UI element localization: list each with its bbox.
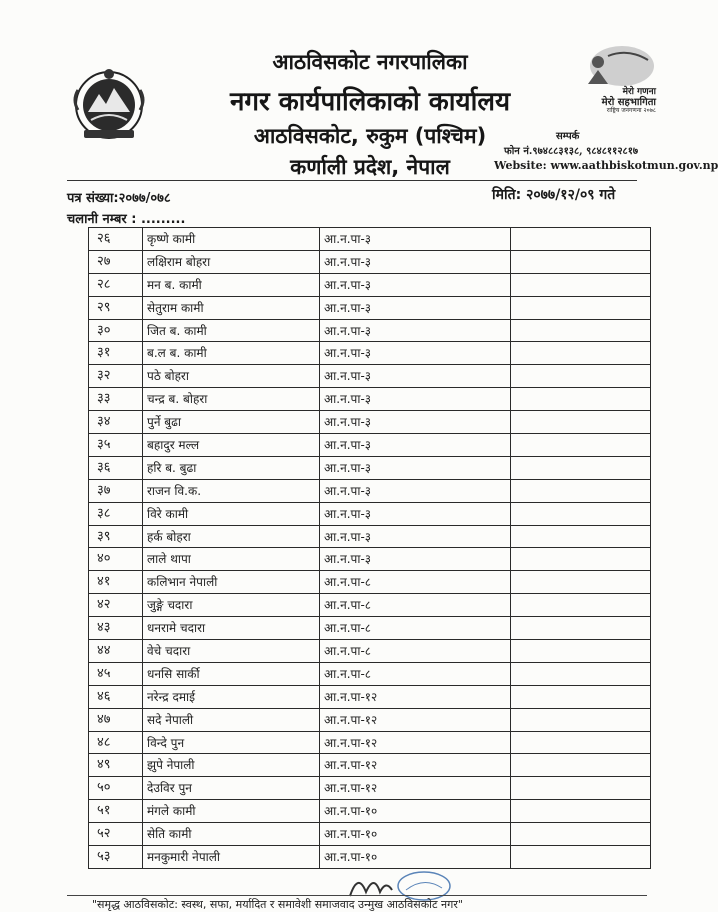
footer-slogan: "समृद्ध आठविसकोट: स्वस्थ, सफा, मर्यादित र समावेशी समाजवाद उन्मुख आठविसकोट नगर" bbox=[92, 898, 463, 911]
serial-number-cell: ३३ bbox=[89, 388, 143, 411]
serial-number-cell: ४० bbox=[89, 548, 143, 571]
ward-cell: आ.न.पा-३ bbox=[320, 479, 511, 502]
ward-cell: आ.न.पा-३ bbox=[320, 250, 511, 273]
blank-cell bbox=[511, 662, 651, 685]
ward-cell: आ.न.पा-८ bbox=[320, 617, 511, 640]
blank-cell bbox=[511, 754, 651, 777]
contact-phone: फोन नं.९७४८८३१३८, ९८४८११२८१७ bbox=[504, 146, 639, 157]
name-cell: जुङ्गे चदारा bbox=[143, 594, 320, 617]
contact-website[interactable]: Website: www.aathbiskotmun.gov.np bbox=[494, 159, 718, 172]
name-cell: देउविर पुन bbox=[143, 777, 320, 800]
blank-cell bbox=[511, 502, 651, 525]
blank-cell bbox=[511, 411, 651, 434]
blank-cell bbox=[511, 434, 651, 457]
ward-cell: आ.न.पा-८ bbox=[320, 571, 511, 594]
office-address: आठविसकोट, रुकुम (पश्चिम) bbox=[253, 124, 487, 148]
blank-cell bbox=[511, 228, 651, 251]
census-logo-line3: राष्ट्रिय जनगणना २०७८ bbox=[606, 107, 656, 114]
census-logo bbox=[578, 44, 656, 122]
blank-cell bbox=[511, 548, 651, 571]
name-cell: वेचे चदारा bbox=[143, 640, 320, 663]
name-cell: लक्षिराम बोहरा bbox=[143, 250, 320, 273]
serial-number-cell: ३४ bbox=[89, 411, 143, 434]
ward-cell: आ.न.पा-३ bbox=[320, 273, 511, 296]
name-cell: जित ब. कामी bbox=[143, 319, 320, 342]
ward-cell: आ.न.पा-८ bbox=[320, 640, 511, 663]
table-row bbox=[89, 548, 651, 571]
table-row bbox=[89, 456, 651, 479]
serial-number-cell: ४५ bbox=[89, 662, 143, 685]
ward-cell: आ.न.पा-३ bbox=[320, 456, 511, 479]
blank-cell bbox=[511, 365, 651, 388]
blank-cell bbox=[511, 823, 651, 846]
table-row bbox=[89, 365, 651, 388]
name-cell: राजन वि.क. bbox=[143, 479, 320, 502]
table-row bbox=[89, 777, 651, 800]
table-row bbox=[89, 411, 651, 434]
nepal-emblem-icon bbox=[66, 60, 152, 146]
table-row bbox=[89, 754, 651, 777]
serial-number-cell: ४३ bbox=[89, 617, 143, 640]
name-cell: नरेन्द्र दमाई bbox=[143, 685, 320, 708]
serial-number-cell: ५३ bbox=[89, 846, 143, 869]
serial-number-cell: ४७ bbox=[89, 708, 143, 731]
table-row bbox=[89, 228, 651, 251]
ward-cell: आ.न.पा-१२ bbox=[320, 708, 511, 731]
ward-cell: आ.न.पा-८ bbox=[320, 594, 511, 617]
ward-cell: आ.न.पा-३ bbox=[320, 388, 511, 411]
contact-label: सम्पर्क bbox=[556, 131, 580, 142]
name-cell: सेतुराम कामी bbox=[143, 296, 320, 319]
table-row bbox=[89, 662, 651, 685]
table-row bbox=[89, 479, 651, 502]
name-cell: पठे बोहरा bbox=[143, 365, 320, 388]
serial-number-cell: २८ bbox=[89, 273, 143, 296]
blank-cell bbox=[511, 617, 651, 640]
table-row bbox=[89, 388, 651, 411]
ward-cell: आ.न.पा-३ bbox=[320, 228, 511, 251]
serial-number-cell: २६ bbox=[89, 228, 143, 251]
name-cell: झुपे नेपाली bbox=[143, 754, 320, 777]
serial-number-cell: ३७ bbox=[89, 479, 143, 502]
serial-number-cell: ३५ bbox=[89, 434, 143, 457]
dispatch-no: चलानी नम्बर : ......... bbox=[67, 212, 186, 227]
table-row bbox=[89, 617, 651, 640]
office-title: नगर कार्यपालिकाको कार्यालय bbox=[229, 87, 511, 117]
ward-cell: आ.न.पा-८ bbox=[320, 662, 511, 685]
blank-cell bbox=[511, 456, 651, 479]
blank-cell bbox=[511, 250, 651, 273]
ward-cell: आ.न.पा-३ bbox=[320, 319, 511, 342]
name-cell: विन्दे पुन bbox=[143, 731, 320, 754]
census-emblem-icon bbox=[578, 44, 656, 88]
letter-date: मिति: २०७७/१२/०९ गते bbox=[492, 187, 616, 203]
table-row bbox=[89, 434, 651, 457]
name-cell: हरि ब. बुढा bbox=[143, 456, 320, 479]
beneficiary-table bbox=[88, 227, 651, 869]
name-cell: कृष्णे कामी bbox=[143, 228, 320, 251]
province-line: कर्णाली प्रदेश, नेपाल bbox=[290, 155, 450, 179]
letter-ref-no: पत्र संख्या:२०७७/०७८ bbox=[67, 191, 171, 206]
table-row bbox=[89, 731, 651, 754]
blank-cell bbox=[511, 800, 651, 823]
serial-number-cell: ४६ bbox=[89, 685, 143, 708]
ward-cell: आ.न.पा-१० bbox=[320, 800, 511, 823]
serial-number-cell: ३६ bbox=[89, 456, 143, 479]
name-cell: मन ब. कामी bbox=[143, 273, 320, 296]
name-cell: ब.ल ब. कामी bbox=[143, 342, 320, 365]
ward-cell: आ.न.पा-३ bbox=[320, 365, 511, 388]
name-cell: मंगले कामी bbox=[143, 800, 320, 823]
name-cell: कलिभान नेपाली bbox=[143, 571, 320, 594]
serial-number-cell: ४१ bbox=[89, 571, 143, 594]
blank-cell bbox=[511, 319, 651, 342]
blank-cell bbox=[511, 479, 651, 502]
ward-cell: आ.न.पा-३ bbox=[320, 342, 511, 365]
serial-number-cell: ५१ bbox=[89, 800, 143, 823]
table-row bbox=[89, 823, 651, 846]
serial-number-cell: ३१ bbox=[89, 342, 143, 365]
name-cell: सदे नेपाली bbox=[143, 708, 320, 731]
serial-number-cell: ४९ bbox=[89, 754, 143, 777]
ward-cell: आ.न.पा-३ bbox=[320, 411, 511, 434]
footer-divider bbox=[67, 895, 647, 896]
table-row bbox=[89, 502, 651, 525]
table-row bbox=[89, 525, 651, 548]
table-row bbox=[89, 708, 651, 731]
serial-number-cell: ४४ bbox=[89, 640, 143, 663]
ward-cell: आ.न.पा-३ bbox=[320, 548, 511, 571]
table-row bbox=[89, 296, 651, 319]
name-cell: धनरामे चदारा bbox=[143, 617, 320, 640]
ward-cell: आ.न.पा-१२ bbox=[320, 754, 511, 777]
blank-cell bbox=[511, 571, 651, 594]
blank-cell bbox=[511, 296, 651, 319]
blank-cell bbox=[511, 594, 651, 617]
serial-number-cell: २७ bbox=[89, 250, 143, 273]
table-row bbox=[89, 571, 651, 594]
ward-cell: आ.न.पा-३ bbox=[320, 525, 511, 548]
census-logo-line1: मेरो गणना bbox=[622, 87, 656, 97]
serial-number-cell: ५२ bbox=[89, 823, 143, 846]
header-divider bbox=[67, 180, 637, 181]
ward-cell: आ.न.पा-१० bbox=[320, 846, 511, 869]
ward-cell: आ.न.पा-१२ bbox=[320, 731, 511, 754]
table-row bbox=[89, 319, 651, 342]
blank-cell bbox=[511, 525, 651, 548]
blank-cell bbox=[511, 342, 651, 365]
name-cell: विरे कामी bbox=[143, 502, 320, 525]
blank-cell bbox=[511, 731, 651, 754]
blank-cell bbox=[511, 708, 651, 731]
census-logo-line2: मेरो सहभागिता bbox=[601, 97, 656, 108]
name-cell: मनकुमारी नेपाली bbox=[143, 846, 320, 869]
name-cell: धनसि सार्की bbox=[143, 662, 320, 685]
serial-number-cell: ५० bbox=[89, 777, 143, 800]
ward-cell: आ.न.पा-१० bbox=[320, 823, 511, 846]
name-cell: हर्क बोहरा bbox=[143, 525, 320, 548]
serial-number-cell: २९ bbox=[89, 296, 143, 319]
table-row bbox=[89, 640, 651, 663]
ward-cell: आ.न.पा-१२ bbox=[320, 777, 511, 800]
name-cell: पुर्ने बुढा bbox=[143, 411, 320, 434]
ward-cell: आ.न.पा-१२ bbox=[320, 685, 511, 708]
blank-cell bbox=[511, 388, 651, 411]
name-cell: चन्द्र ब. बोहरा bbox=[143, 388, 320, 411]
serial-number-cell: ४८ bbox=[89, 731, 143, 754]
name-cell: सेति कामी bbox=[143, 823, 320, 846]
ward-cell: आ.न.पा-३ bbox=[320, 296, 511, 319]
blank-cell bbox=[511, 777, 651, 800]
table-row bbox=[89, 594, 651, 617]
ward-cell: आ.न.पा-३ bbox=[320, 502, 511, 525]
table-row bbox=[89, 685, 651, 708]
blank-cell bbox=[511, 273, 651, 296]
table-row bbox=[89, 800, 651, 823]
table-row bbox=[89, 273, 651, 296]
serial-number-cell: ३० bbox=[89, 319, 143, 342]
table-row bbox=[89, 342, 651, 365]
serial-number-cell: ३९ bbox=[89, 525, 143, 548]
table-row bbox=[89, 846, 651, 869]
name-cell: बहादुर मल्ल bbox=[143, 434, 320, 457]
serial-number-cell: ३२ bbox=[89, 365, 143, 388]
serial-number-cell: ३८ bbox=[89, 502, 143, 525]
blank-cell bbox=[511, 685, 651, 708]
serial-number-cell: ४२ bbox=[89, 594, 143, 617]
ward-cell: आ.न.पा-३ bbox=[320, 434, 511, 457]
municipality-name: आठविसकोट नगरपालिका bbox=[272, 50, 468, 74]
blank-cell bbox=[511, 846, 651, 869]
table-row bbox=[89, 250, 651, 273]
name-cell: लाले थापा bbox=[143, 548, 320, 571]
blank-cell bbox=[511, 640, 651, 663]
